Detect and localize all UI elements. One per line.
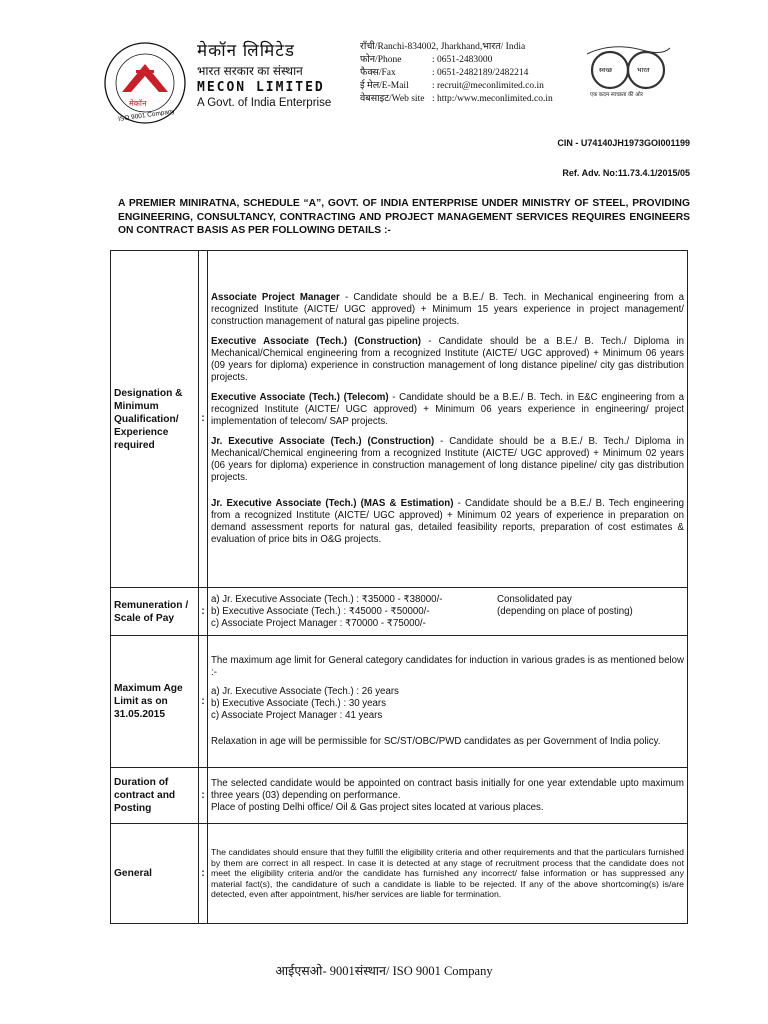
age-intro: The maximum age limit for General category candidates for induction in various grades is as mentioned below :-: [211, 655, 684, 678]
contact-website: वेबसाइट/Web site : http:/www.meconlimited.co.in: [360, 94, 553, 104]
contact-phone: फोन/Phone : 0651-2483000: [360, 55, 493, 65]
pay-line: a) Jr. Executive Associate (Tech.) : ₹35000 - ₹38000/-: [211, 593, 443, 605]
age-line: c) Associate Project Manager : 41 years: [211, 710, 383, 721]
contact-address: राँची/Ranchi-834002, Jharkhand,भारत/ India: [360, 42, 526, 52]
company-name: MECON LIMITED: [197, 80, 325, 95]
colon: :: [199, 251, 208, 588]
age-limit-details: [208, 636, 688, 768]
company-subtitle-hindi: भारत सरकार का संस्थान: [197, 64, 303, 78]
designation-label: Designation & Minimum Qualification/ Experience required: [111, 251, 199, 588]
reference-number: Ref. Adv. No:11.73.4.1/2015/05: [562, 168, 690, 178]
contact-email: ई मेल/E-Mail : recruit@meconlimited.co.in: [360, 81, 544, 91]
pay-note: (depending on place of posting): [497, 605, 633, 617]
age-line: a) Jr. Executive Associate (Tech.) : 26 years: [211, 686, 399, 697]
colon: :: [199, 824, 208, 924]
duration-label: Duration of contract and Posting: [111, 768, 199, 824]
footer-iso: आईएसओ- 9001संस्थान/ ISO 9001 Company: [275, 964, 493, 978]
post-item: Jr. Executive Associate (Tech.) (Construction) - Candidate should be a B.E./ B. Tech./ Diploma in Mechanical/Chemical engineering from a recognized Institute (AICTE/ UGC approved) + Minimum 02 years (06 years for diploma) experience in construction management of long distance pipeline/ city gas distribution projects.: [211, 436, 684, 483]
row-age-limit: [111, 636, 688, 768]
posting-text: Place of posting Delhi office/ Oil & Gas project sites located at various places.: [211, 801, 544, 813]
post-item: Executive Associate (Tech.) (Construction) - Candidate should be a B.E./ B. Tech./ Diploma in Mechanical/Chemical engineering from a recognized Institute (AICTE/ UGC approved) + Minimum 06 years (09 years for diploma) experience in construction management of long distance pipeline/ city gas distribution projects.: [211, 336, 684, 383]
colon: :: [199, 636, 208, 768]
row-duration: [111, 768, 688, 824]
cin-number: CIN - U74140JH1973GOI001199: [557, 138, 690, 148]
general-label: General: [111, 824, 199, 924]
company-subtitle: A Govt. of India Enterprise: [197, 97, 332, 109]
logo-iso-arc: ISO 9001 Company: [117, 108, 176, 123]
post-item: Executive Associate (Tech.) (Telecom) - Candidate should be a B.E./ B. Tech. in E&C engineering from a recognized Institute (AICTE/ UGC approved) + Minimum 06 years experience in engineering/ project implementation of telecom/ SAP projects.: [211, 392, 684, 427]
swachh-bharat-emblem: [582, 44, 674, 102]
company-name-hindi: मेकॉन लिमिटेड: [197, 41, 295, 60]
advertisement-intro: A PREMIER MINIRATNA, SCHEDULE “A”, GOVT. OF INDIA ENTERPRISE UNDER MINISTRY OF STEEL, PROVIDING ENGINEERING, CONSULTANCY, CONTRACTING AND PROJECT MANAGEMENT SERVICES REQUIRES ENGINEERS ON CONTRACT BASIS AS PER FOLLOWING DETAILS :-: [118, 198, 690, 236]
duration-text: The selected candidate would be appointed on contract basis initially for one year extendable upto maximum three years (03) depending on performance.: [211, 777, 684, 801]
logo-label: मेकॉन: [129, 99, 147, 108]
emblem-caption: एक कदम स्वच्छता की ओर: [590, 92, 643, 98]
remuneration-details: [208, 588, 688, 636]
emblem-left-word: स्वच्छ: [599, 67, 613, 74]
row-designation: [111, 251, 688, 588]
colon: :: [199, 588, 208, 636]
pay-note: Consolidated pay: [497, 593, 572, 605]
contact-fax: फैक्स/Fax : 0651-2482189/2482214: [360, 68, 529, 78]
age-relaxation: Relaxation in age will be permissible for SC/ST/OBC/PWD candidates as per Government of India policy.: [211, 736, 661, 747]
colon: :: [199, 768, 208, 824]
contact-block: [360, 41, 553, 106]
post-item: Associate Project Manager - Candidate should be a B.E./ B. Tech. in Mechanical engineering from a recognized Institute (AICTE/ UGC approved) + Minimum 15 years experience in project management/ construction management of natural gas pipeline projects.: [211, 292, 685, 327]
duration-details: [208, 768, 688, 824]
pay-line: b) Executive Associate (Tech.) : ₹45000 - ₹50000/-: [211, 605, 430, 617]
mecon-logo: [102, 40, 188, 126]
age-limit-label: Maximum Age Limit as on 31.05.2015: [111, 636, 199, 768]
designation-details: [208, 251, 688, 588]
general-details: The candidates should ensure that they fulfill the eligibility criteria and other requirements and that the particulars furnished by them are correct in all respect. In case it is detected at any stage of recruitment process that the candidate does not meet the eligibility criteria and/or the candidate has furnished any incorrect/ false information or has suppressed any material fact(s), the candidature of such a candidate is liable to be rejected. If any of the above shortcoming(s) is/are detected, even after appointment, his/her services are liable for termination.: [208, 824, 688, 924]
row-general: [111, 824, 688, 924]
recruitment-details-table: [110, 250, 688, 924]
remuneration-label: Remuneration / Scale of Pay: [111, 588, 199, 636]
emblem-right-word: भारत: [637, 67, 650, 74]
row-remuneration: [111, 588, 688, 636]
age-line: b) Executive Associate (Tech.) : 30 years: [211, 698, 386, 709]
post-item: Jr. Executive Associate (Tech.) (MAS & Estimation) - Candidate should be a B.E./ B. Tech engineering from a recognized Institute (AICTE/ UGC approved) + Minimum 02 years of experience in preparation on demand assessment reports for natural gas, detailed feasibility reports, preparation of cost estimates & evaluation of price bits in O&G projects.: [211, 498, 684, 545]
pay-line: c) Associate Project Manager : ₹70000 - ₹75000/-: [211, 617, 426, 629]
